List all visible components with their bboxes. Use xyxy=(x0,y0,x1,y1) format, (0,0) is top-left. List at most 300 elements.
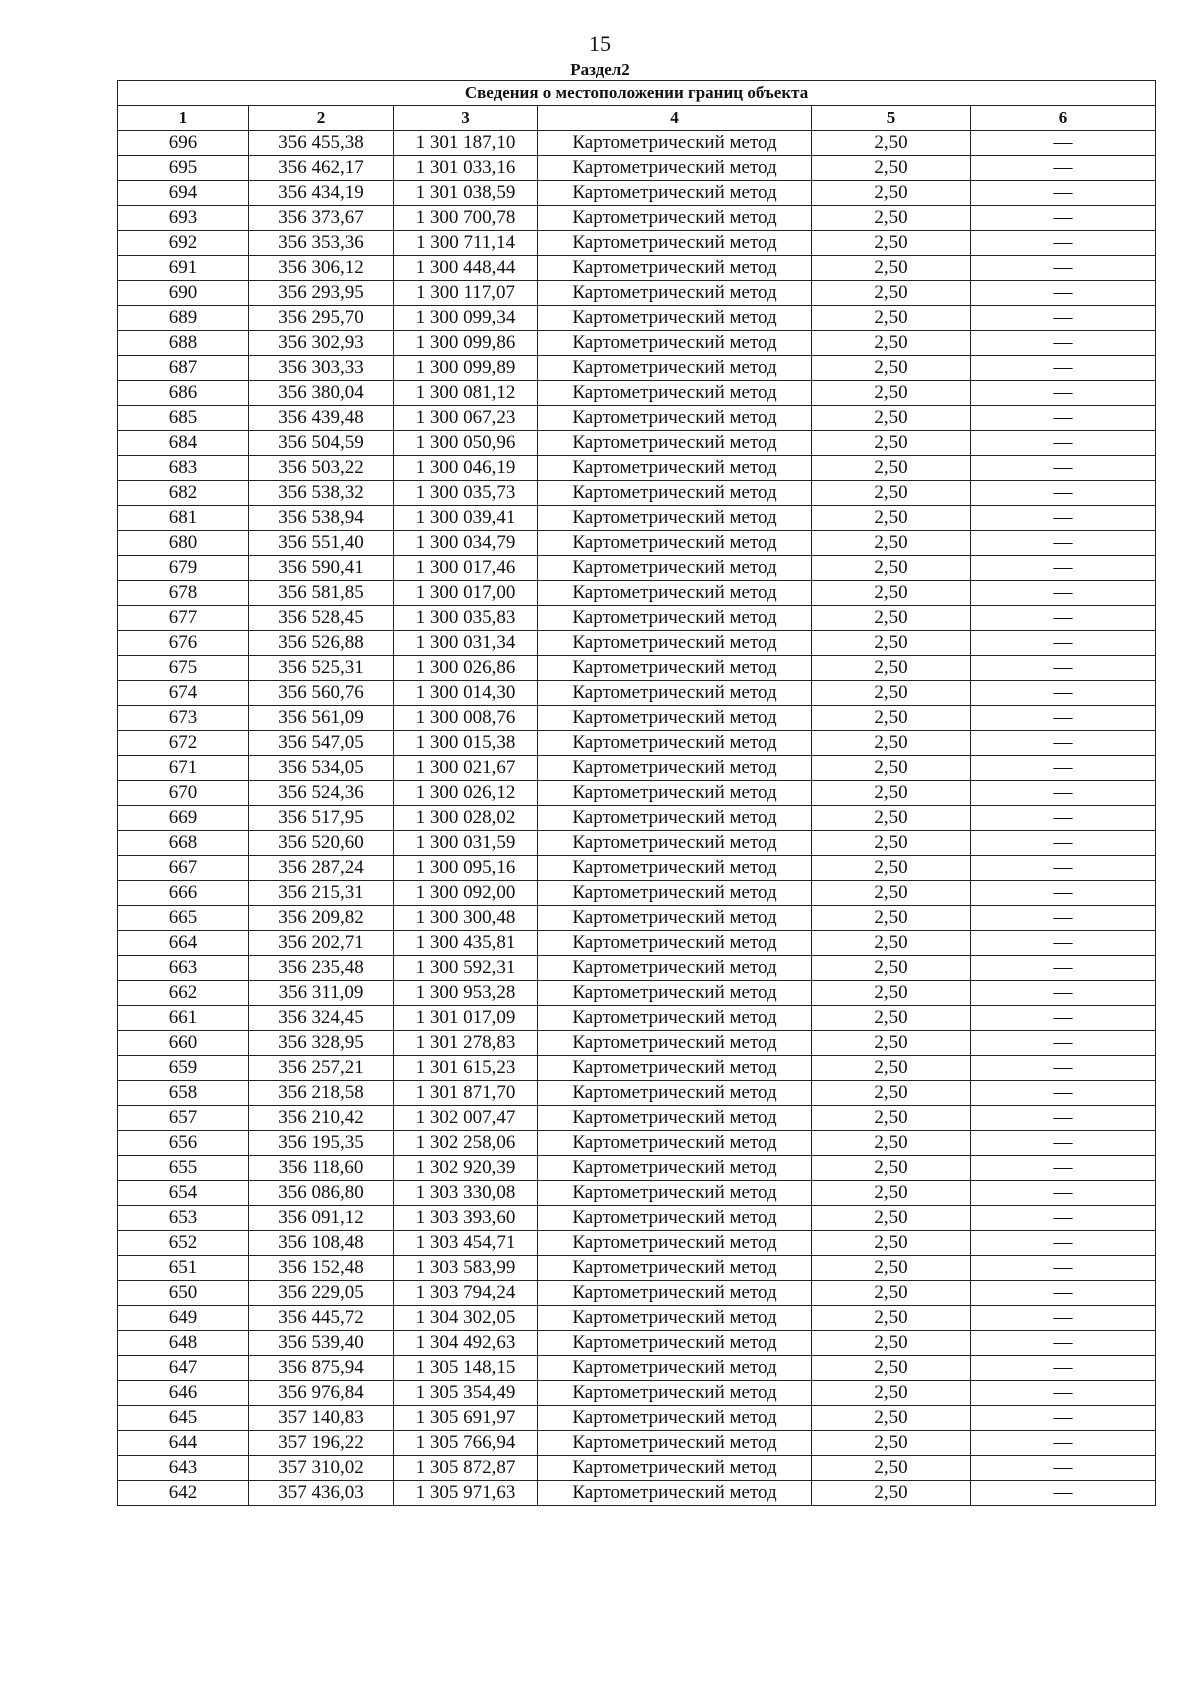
method-cell: Картометрический метод xyxy=(538,131,812,156)
x-coordinate-cell: 356 257,21 xyxy=(249,1056,394,1081)
y-coordinate-cell: 1 300 034,79 xyxy=(394,531,538,556)
point-number-cell: 690 xyxy=(118,281,249,306)
accuracy-cell: 2,50 xyxy=(812,256,971,281)
accuracy-cell: 2,50 xyxy=(812,1131,971,1156)
table-row xyxy=(118,1231,1156,1256)
x-coordinate-cell: 357 140,83 xyxy=(249,1406,394,1431)
table-row xyxy=(118,1106,1156,1131)
x-coordinate-cell: 356 503,22 xyxy=(249,456,394,481)
point-number-cell: 692 xyxy=(118,231,249,256)
point-number-cell: 665 xyxy=(118,906,249,931)
accuracy-cell: 2,50 xyxy=(812,1456,971,1481)
method-cell: Картометрический метод xyxy=(538,806,812,831)
table-row xyxy=(118,756,1156,781)
x-coordinate-cell: 356 439,48 xyxy=(249,406,394,431)
description-cell: — xyxy=(971,331,1156,356)
description-cell: — xyxy=(971,1381,1156,1406)
x-coordinate-cell: 356 561,09 xyxy=(249,706,394,731)
accuracy-cell: 2,50 xyxy=(812,956,971,981)
accuracy-cell: 2,50 xyxy=(812,456,971,481)
method-cell: Картометрический метод xyxy=(538,1456,812,1481)
x-coordinate-cell: 356 462,17 xyxy=(249,156,394,181)
table-row xyxy=(118,381,1156,406)
method-cell: Картометрический метод xyxy=(538,356,812,381)
y-coordinate-cell: 1 300 435,81 xyxy=(394,931,538,956)
table-row xyxy=(118,806,1156,831)
point-number-cell: 681 xyxy=(118,506,249,531)
accuracy-cell: 2,50 xyxy=(812,506,971,531)
method-cell: Картометрический метод xyxy=(538,881,812,906)
x-coordinate-cell: 356 875,94 xyxy=(249,1356,394,1381)
method-cell: Картометрический метод xyxy=(538,731,812,756)
table-row xyxy=(118,1481,1156,1506)
description-cell: — xyxy=(971,1256,1156,1281)
method-cell: Картометрический метод xyxy=(538,856,812,881)
point-number-cell: 674 xyxy=(118,681,249,706)
point-number-cell: 658 xyxy=(118,1081,249,1106)
x-coordinate-cell: 356 328,95 xyxy=(249,1031,394,1056)
description-cell: — xyxy=(971,981,1156,1006)
y-coordinate-cell: 1 305 691,97 xyxy=(394,1406,538,1431)
accuracy-cell: 2,50 xyxy=(812,1356,971,1381)
table-row xyxy=(118,156,1156,181)
x-coordinate-cell: 356 528,45 xyxy=(249,606,394,631)
accuracy-cell: 2,50 xyxy=(812,881,971,906)
point-number-cell: 667 xyxy=(118,856,249,881)
table-row xyxy=(118,556,1156,581)
accuracy-cell: 2,50 xyxy=(812,156,971,181)
description-cell: — xyxy=(971,831,1156,856)
description-cell: — xyxy=(971,156,1156,181)
table-row xyxy=(118,1331,1156,1356)
table-row xyxy=(118,1156,1156,1181)
method-cell: Картометрический метод xyxy=(538,1181,812,1206)
point-number-cell: 642 xyxy=(118,1481,249,1506)
table-body xyxy=(118,131,1156,1506)
accuracy-cell: 2,50 xyxy=(812,606,971,631)
y-coordinate-cell: 1 301 871,70 xyxy=(394,1081,538,1106)
point-number-cell: 666 xyxy=(118,881,249,906)
boundary-table xyxy=(117,80,1156,1506)
table-row xyxy=(118,1006,1156,1031)
y-coordinate-cell: 1 300 026,12 xyxy=(394,781,538,806)
accuracy-cell: 2,50 xyxy=(812,1156,971,1181)
point-number-cell: 672 xyxy=(118,731,249,756)
table-row xyxy=(118,331,1156,356)
y-coordinate-cell: 1 300 028,02 xyxy=(394,806,538,831)
y-coordinate-cell: 1 300 099,34 xyxy=(394,306,538,331)
description-cell: — xyxy=(971,506,1156,531)
method-cell: Картометрический метод xyxy=(538,481,812,506)
method-cell: Картометрический метод xyxy=(538,631,812,656)
accuracy-cell: 2,50 xyxy=(812,431,971,456)
x-coordinate-cell: 356 524,36 xyxy=(249,781,394,806)
point-number-cell: 654 xyxy=(118,1181,249,1206)
x-coordinate-cell: 356 526,88 xyxy=(249,631,394,656)
point-number-cell: 664 xyxy=(118,931,249,956)
description-cell: — xyxy=(971,806,1156,831)
table-row xyxy=(118,1206,1156,1231)
table-row xyxy=(118,531,1156,556)
point-number-cell: 657 xyxy=(118,1106,249,1131)
method-cell: Картометрический метод xyxy=(538,1481,812,1506)
accuracy-cell: 2,50 xyxy=(812,356,971,381)
method-cell: Картометрический метод xyxy=(538,681,812,706)
point-number-cell: 645 xyxy=(118,1406,249,1431)
point-number-cell: 652 xyxy=(118,1231,249,1256)
accuracy-cell: 2,50 xyxy=(812,556,971,581)
description-cell: — xyxy=(971,206,1156,231)
accuracy-cell: 2,50 xyxy=(812,1056,971,1081)
y-coordinate-cell: 1 300 300,48 xyxy=(394,906,538,931)
method-cell: Картометрический метод xyxy=(538,1306,812,1331)
method-cell: Картометрический метод xyxy=(538,1006,812,1031)
table-row xyxy=(118,906,1156,931)
y-coordinate-cell: 1 305 872,87 xyxy=(394,1456,538,1481)
description-cell: — xyxy=(971,1031,1156,1056)
table-row xyxy=(118,356,1156,381)
description-cell: — xyxy=(971,1206,1156,1231)
point-number-cell: 688 xyxy=(118,331,249,356)
y-coordinate-cell: 1 300 700,78 xyxy=(394,206,538,231)
point-number-cell: 673 xyxy=(118,706,249,731)
method-cell: Картометрический метод xyxy=(538,231,812,256)
table-row xyxy=(118,256,1156,281)
x-coordinate-cell: 356 581,85 xyxy=(249,581,394,606)
point-number-cell: 646 xyxy=(118,1381,249,1406)
method-cell: Картометрический метод xyxy=(538,431,812,456)
table-row xyxy=(118,981,1156,1006)
column-header: 1 xyxy=(118,106,249,131)
table-row xyxy=(118,956,1156,981)
point-number-cell: 649 xyxy=(118,1306,249,1331)
point-number-cell: 662 xyxy=(118,981,249,1006)
method-cell: Картометрический метод xyxy=(538,181,812,206)
table-row xyxy=(118,881,1156,906)
description-cell: — xyxy=(971,556,1156,581)
x-coordinate-cell: 356 287,24 xyxy=(249,856,394,881)
x-coordinate-cell: 356 547,05 xyxy=(249,731,394,756)
table-row xyxy=(118,281,1156,306)
y-coordinate-cell: 1 303 454,71 xyxy=(394,1231,538,1256)
accuracy-cell: 2,50 xyxy=(812,406,971,431)
x-coordinate-cell: 356 373,67 xyxy=(249,206,394,231)
y-coordinate-cell: 1 303 583,99 xyxy=(394,1256,538,1281)
x-coordinate-cell: 356 303,33 xyxy=(249,356,394,381)
x-coordinate-cell: 356 504,59 xyxy=(249,431,394,456)
accuracy-cell: 2,50 xyxy=(812,631,971,656)
method-cell: Картометрический метод xyxy=(538,981,812,1006)
y-coordinate-cell: 1 304 302,05 xyxy=(394,1306,538,1331)
accuracy-cell: 2,50 xyxy=(812,706,971,731)
column-header: 6 xyxy=(971,106,1156,131)
table-row xyxy=(118,306,1156,331)
accuracy-cell: 2,50 xyxy=(812,206,971,231)
table-row xyxy=(118,1381,1156,1406)
y-coordinate-cell: 1 300 050,96 xyxy=(394,431,538,456)
accuracy-cell: 2,50 xyxy=(812,1206,971,1231)
y-coordinate-cell: 1 301 278,83 xyxy=(394,1031,538,1056)
table-row xyxy=(118,1131,1156,1156)
method-cell: Картометрический метод xyxy=(538,156,812,181)
point-number-cell: 694 xyxy=(118,181,249,206)
point-number-cell: 682 xyxy=(118,481,249,506)
table-row xyxy=(118,581,1156,606)
description-cell: — xyxy=(971,1456,1156,1481)
x-coordinate-cell: 356 229,05 xyxy=(249,1281,394,1306)
method-cell: Картометрический метод xyxy=(538,506,812,531)
description-cell: — xyxy=(971,1106,1156,1131)
y-coordinate-cell: 1 300 099,86 xyxy=(394,331,538,356)
description-cell: — xyxy=(971,1181,1156,1206)
y-coordinate-cell: 1 301 038,59 xyxy=(394,181,538,206)
method-cell: Картометрический метод xyxy=(538,906,812,931)
table-row xyxy=(118,206,1156,231)
y-coordinate-cell: 1 300 031,59 xyxy=(394,831,538,856)
description-cell: — xyxy=(971,406,1156,431)
accuracy-cell: 2,50 xyxy=(812,281,971,306)
y-coordinate-cell: 1 303 330,08 xyxy=(394,1181,538,1206)
y-coordinate-cell: 1 305 971,63 xyxy=(394,1481,538,1506)
y-coordinate-cell: 1 300 067,23 xyxy=(394,406,538,431)
method-cell: Картометрический метод xyxy=(538,1256,812,1281)
x-coordinate-cell: 356 209,82 xyxy=(249,906,394,931)
description-cell: — xyxy=(971,856,1156,881)
x-coordinate-cell: 356 311,09 xyxy=(249,981,394,1006)
table-row xyxy=(118,1081,1156,1106)
table-row xyxy=(118,456,1156,481)
method-cell: Картометрический метод xyxy=(538,656,812,681)
x-coordinate-cell: 356 434,19 xyxy=(249,181,394,206)
point-number-cell: 696 xyxy=(118,131,249,156)
method-cell: Картометрический метод xyxy=(538,1106,812,1131)
accuracy-cell: 2,50 xyxy=(812,906,971,931)
description-cell: — xyxy=(971,356,1156,381)
table-row xyxy=(118,681,1156,706)
y-coordinate-cell: 1 303 794,24 xyxy=(394,1281,538,1306)
x-coordinate-cell: 356 202,71 xyxy=(249,931,394,956)
method-cell: Картометрический метод xyxy=(538,781,812,806)
x-coordinate-cell: 356 108,48 xyxy=(249,1231,394,1256)
point-number-cell: 661 xyxy=(118,1006,249,1031)
description-cell: — xyxy=(971,381,1156,406)
table-row xyxy=(118,731,1156,756)
description-cell: — xyxy=(971,906,1156,931)
table-row xyxy=(118,406,1156,431)
y-coordinate-cell: 1 300 095,16 xyxy=(394,856,538,881)
method-cell: Картометрический метод xyxy=(538,831,812,856)
x-coordinate-cell: 356 091,12 xyxy=(249,1206,394,1231)
point-number-cell: 648 xyxy=(118,1331,249,1356)
description-cell: — xyxy=(971,256,1156,281)
y-coordinate-cell: 1 302 007,47 xyxy=(394,1106,538,1131)
y-coordinate-cell: 1 300 039,41 xyxy=(394,506,538,531)
y-coordinate-cell: 1 300 014,30 xyxy=(394,681,538,706)
y-coordinate-cell: 1 300 953,28 xyxy=(394,981,538,1006)
accuracy-cell: 2,50 xyxy=(812,681,971,706)
description-cell: — xyxy=(971,1306,1156,1331)
point-number-cell: 687 xyxy=(118,356,249,381)
description-cell: — xyxy=(971,1081,1156,1106)
y-coordinate-cell: 1 300 017,46 xyxy=(394,556,538,581)
x-coordinate-cell: 356 195,35 xyxy=(249,1131,394,1156)
y-coordinate-cell: 1 300 117,07 xyxy=(394,281,538,306)
point-number-cell: 659 xyxy=(118,1056,249,1081)
y-coordinate-cell: 1 302 920,39 xyxy=(394,1156,538,1181)
description-cell: — xyxy=(971,1281,1156,1306)
point-number-cell: 686 xyxy=(118,381,249,406)
accuracy-cell: 2,50 xyxy=(812,481,971,506)
x-coordinate-cell: 356 560,76 xyxy=(249,681,394,706)
y-coordinate-cell: 1 300 026,86 xyxy=(394,656,538,681)
point-number-cell: 647 xyxy=(118,1356,249,1381)
point-number-cell: 695 xyxy=(118,156,249,181)
x-coordinate-cell: 356 551,40 xyxy=(249,531,394,556)
column-header: 5 xyxy=(812,106,971,131)
point-number-cell: 679 xyxy=(118,556,249,581)
point-number-cell: 676 xyxy=(118,631,249,656)
accuracy-cell: 2,50 xyxy=(812,1256,971,1281)
accuracy-cell: 2,50 xyxy=(812,1481,971,1506)
method-cell: Картометрический метод xyxy=(538,1431,812,1456)
point-number-cell: 683 xyxy=(118,456,249,481)
point-number-cell: 685 xyxy=(118,406,249,431)
y-coordinate-cell: 1 305 354,49 xyxy=(394,1381,538,1406)
point-number-cell: 655 xyxy=(118,1156,249,1181)
accuracy-cell: 2,50 xyxy=(812,781,971,806)
description-cell: — xyxy=(971,731,1156,756)
y-coordinate-cell: 1 300 046,19 xyxy=(394,456,538,481)
table-row xyxy=(118,1056,1156,1081)
point-number-cell: 678 xyxy=(118,581,249,606)
method-cell: Картометрический метод xyxy=(538,1331,812,1356)
table-row xyxy=(118,481,1156,506)
y-coordinate-cell: 1 302 258,06 xyxy=(394,1131,538,1156)
x-coordinate-cell: 356 293,95 xyxy=(249,281,394,306)
description-cell: — xyxy=(971,1056,1156,1081)
table-row xyxy=(118,1181,1156,1206)
description-cell: — xyxy=(971,1406,1156,1431)
method-cell: Картометрический метод xyxy=(538,1231,812,1256)
method-cell: Картометрический метод xyxy=(538,531,812,556)
description-cell: — xyxy=(971,1481,1156,1506)
accuracy-cell: 2,50 xyxy=(812,806,971,831)
method-cell: Картометрический метод xyxy=(538,306,812,331)
table-row xyxy=(118,431,1156,456)
point-number-cell: 671 xyxy=(118,756,249,781)
point-number-cell: 663 xyxy=(118,956,249,981)
x-coordinate-cell: 356 218,58 xyxy=(249,1081,394,1106)
table-row xyxy=(118,706,1156,731)
description-cell: — xyxy=(971,1356,1156,1381)
method-cell: Картометрический метод xyxy=(538,1156,812,1181)
column-header: 4 xyxy=(538,106,812,131)
table-row xyxy=(118,1406,1156,1431)
description-cell: — xyxy=(971,1231,1156,1256)
table-row xyxy=(118,1456,1156,1481)
method-cell: Картометрический метод xyxy=(538,1406,812,1431)
x-coordinate-cell: 356 445,72 xyxy=(249,1306,394,1331)
method-cell: Картометрический метод xyxy=(538,581,812,606)
description-cell: — xyxy=(971,1131,1156,1156)
table-row xyxy=(118,1031,1156,1056)
accuracy-cell: 2,50 xyxy=(812,1231,971,1256)
table-row xyxy=(118,606,1156,631)
method-cell: Картометрический метод xyxy=(538,1356,812,1381)
table-row xyxy=(118,656,1156,681)
accuracy-cell: 2,50 xyxy=(812,1306,971,1331)
method-cell: Картометрический метод xyxy=(538,331,812,356)
description-cell: — xyxy=(971,531,1156,556)
description-cell: — xyxy=(971,656,1156,681)
accuracy-cell: 2,50 xyxy=(812,931,971,956)
table-row xyxy=(118,506,1156,531)
accuracy-cell: 2,50 xyxy=(812,756,971,781)
section-title: Раздел2 xyxy=(570,60,630,79)
table-row xyxy=(118,131,1156,156)
y-coordinate-cell: 1 300 021,67 xyxy=(394,756,538,781)
accuracy-cell: 2,50 xyxy=(812,1006,971,1031)
description-cell: — xyxy=(971,631,1156,656)
description-cell: — xyxy=(971,881,1156,906)
method-cell: Картометрический метод xyxy=(538,956,812,981)
point-number-cell: 643 xyxy=(118,1456,249,1481)
table-row xyxy=(118,1281,1156,1306)
x-coordinate-cell: 356 455,38 xyxy=(249,131,394,156)
description-cell: — xyxy=(971,306,1156,331)
accuracy-cell: 2,50 xyxy=(812,1431,971,1456)
method-cell: Картометрический метод xyxy=(538,706,812,731)
y-coordinate-cell: 1 300 017,00 xyxy=(394,581,538,606)
table-row xyxy=(118,931,1156,956)
x-coordinate-cell: 356 539,40 xyxy=(249,1331,394,1356)
y-coordinate-cell: 1 300 031,34 xyxy=(394,631,538,656)
method-cell: Картометрический метод xyxy=(538,406,812,431)
method-cell: Картометрический метод xyxy=(538,206,812,231)
y-coordinate-cell: 1 300 015,38 xyxy=(394,731,538,756)
description-cell: — xyxy=(971,481,1156,506)
description-cell: — xyxy=(971,781,1156,806)
x-coordinate-cell: 356 525,31 xyxy=(249,656,394,681)
point-number-cell: 693 xyxy=(118,206,249,231)
method-cell: Картометрический метод xyxy=(538,281,812,306)
method-cell: Картометрический метод xyxy=(538,1031,812,1056)
description-cell: — xyxy=(971,931,1156,956)
table-row xyxy=(118,831,1156,856)
x-coordinate-cell: 356 538,32 xyxy=(249,481,394,506)
table-row xyxy=(118,231,1156,256)
x-coordinate-cell: 357 196,22 xyxy=(249,1431,394,1456)
point-number-cell: 689 xyxy=(118,306,249,331)
y-coordinate-cell: 1 300 081,12 xyxy=(394,381,538,406)
header-row xyxy=(118,106,1156,131)
x-coordinate-cell: 356 295,70 xyxy=(249,306,394,331)
y-coordinate-cell: 1 300 008,76 xyxy=(394,706,538,731)
column-header: 3 xyxy=(394,106,538,131)
accuracy-cell: 2,50 xyxy=(812,1106,971,1131)
description-cell: — xyxy=(971,431,1156,456)
accuracy-cell: 2,50 xyxy=(812,381,971,406)
point-number-cell: 675 xyxy=(118,656,249,681)
table-caption: Сведения о местоположении границ объекта xyxy=(118,81,1156,106)
x-coordinate-cell: 356 353,36 xyxy=(249,231,394,256)
point-number-cell: 651 xyxy=(118,1256,249,1281)
y-coordinate-cell: 1 304 492,63 xyxy=(394,1331,538,1356)
x-coordinate-cell: 356 152,48 xyxy=(249,1256,394,1281)
point-number-cell: 669 xyxy=(118,806,249,831)
method-cell: Картометрический метод xyxy=(538,1056,812,1081)
accuracy-cell: 2,50 xyxy=(812,1281,971,1306)
